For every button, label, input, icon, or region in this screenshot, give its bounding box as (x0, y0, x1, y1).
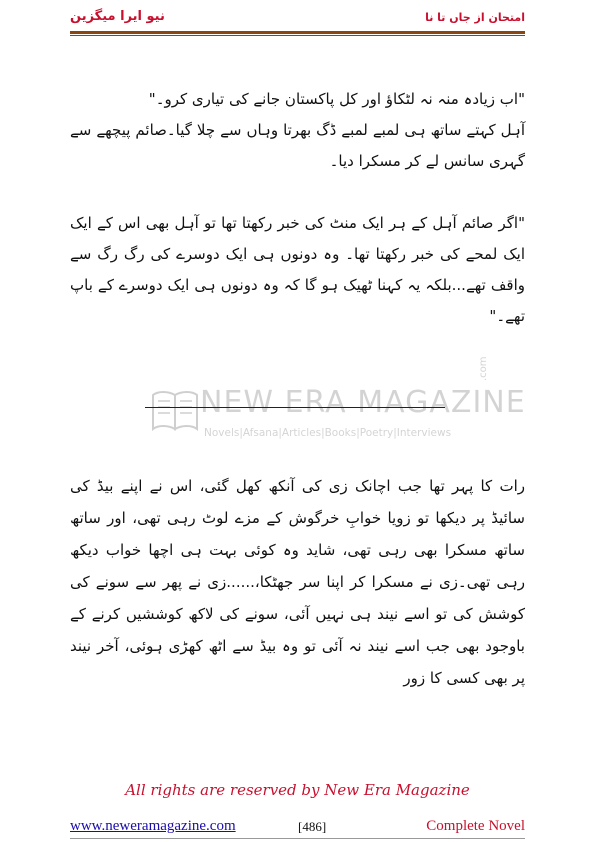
page-footer (70, 818, 525, 836)
book-logo-icon (150, 383, 200, 443)
watermark-subtitle: Novels|Afsana|Articles|Books|Poetry|Interviews (204, 427, 452, 439)
category-label: Complete Novel (426, 818, 525, 834)
website-link[interactable]: www.neweramagazine.com (70, 818, 236, 834)
novel-title: امتحان از جاں تا نا (425, 11, 525, 24)
watermark-title: NEW ERA MAGAZINE (200, 385, 526, 420)
page-header (0, 0, 595, 34)
footer-rule (70, 838, 525, 839)
paragraph-2: آہل کہتے ساتھ ہی لمبے لمبے ڈگ بھرتا وہاں سے چلا گیا۔صائم پیچھے سے گہری سانس لے کر مسکرا دیا۔ (70, 121, 525, 170)
section-divider (145, 407, 445, 408)
magazine-name: نیو ایرا میگزین (70, 9, 165, 24)
rights-notice: All rights are reserved by New Era Magazine (125, 781, 470, 799)
page-number: [486] (298, 819, 327, 834)
paragraph-4: رات کا پہر تھا جب اچانک زی کی آنکھ کھل گئی، اس نے اپنے بیڈ کی سائیڈ پر دیکھا تو زویا خوابِ خرگوش کے مزے لوٹ رہی تھی، اور ساتھ ساتھ مسکرا بھی رہی تھی، شاید وہ کوئی بہت ہی اچھا خواب دیکھ رہی تھی۔زی نے مسکرا کر اپنا سر جھٹکا،......زی نے پھر سے سونے کی کوشش کی تو اسے نیند ہی نہیں آئی، سونے کی لاکھ کوششیں کرنے کے باوجود بھی جب اسے نیند نہ آئی تو وہ بیڈ سے اٹھ کھڑی ہوئی، آخر نیند پر بھی کسی کا زور (70, 477, 525, 687)
watermark-dotcom: .com (478, 356, 489, 381)
paragraph-1: "اب زیادہ منہ نہ لٹکاؤ اور کل پاکستان جانے کی تیاری کرو۔" (148, 90, 525, 108)
magazine-watermark (150, 356, 526, 455)
header-rule (70, 31, 525, 36)
paragraph-3: "اگر صائم آہل کے ہر ایک منٹ کی خبر رکھتا تھا تو آہل بھی اس کے ایک ایک لمحے کی خبر رکھتا تھا۔ وہ دونوں ہی ایک دوسرے کی رگ رگ سے واقف تھے...بلکہ یہ کہنا ٹھیک ہو گا کہ وہ دونوں ہی ایک دوسرے کے باپ تھے۔" (70, 214, 525, 325)
